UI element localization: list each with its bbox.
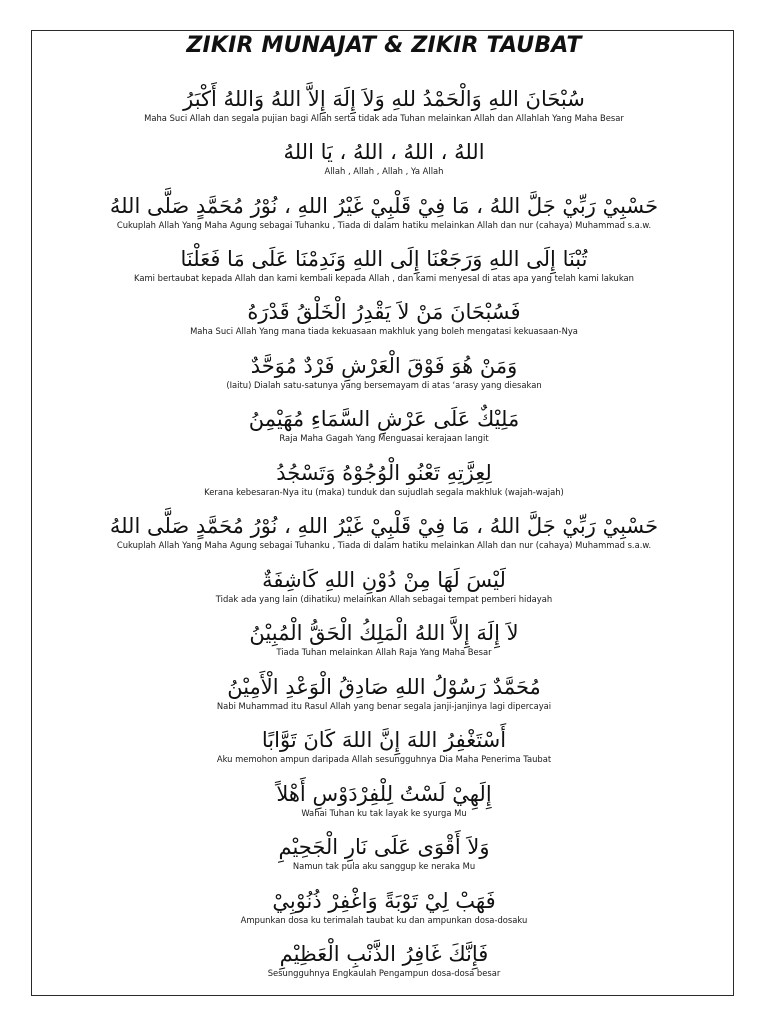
- verse-item: [40, 618, 728, 658]
- verse-arabic: فَهَبْ لِيْ تَوْبَةً وَاغْفِرْ ذُنُوْبِيْ: [272, 889, 496, 913]
- verse-item: [40, 297, 728, 337]
- verse-translation: Allah , Allah , Allah , Ya Allah: [324, 166, 444, 176]
- verse-arabic: فَسُبْحَانَ مَنْ لاَ يَقْدِرُ الْخَلْقُ قَدْرَهُ: [247, 300, 521, 324]
- verse-translation: Tiada Tuhan melainkan Allah Raja Yang Maha Besar: [276, 647, 492, 657]
- verse-arabic: حَسْبِيْ رَبِّيْ جَلَّ اللهُ ، مَا فِيْ قَلْبِيْ غَيْرُ اللهِ ، نُوْرُ مُحَمَّدٍ صَلَّى اللهُ: [109, 194, 659, 218]
- verse-item: [40, 886, 728, 926]
- verse-arabic: لِعِزَّتِهِ تَعْنُو الْوُجُوْهُ وَتَسْجُدُ: [276, 461, 492, 485]
- verse-item: [40, 84, 728, 124]
- verse-arabic: وَلاَ أَقْوَى عَلَى نَارِ الْجَحِيْمِ: [278, 835, 490, 859]
- verse-item: [40, 725, 728, 765]
- verse-arabic: تُبْنَا إِلَى اللهِ وَرَجَعْنَا إِلَى اللهِ وَنَدِمْنَا عَلَى مَا فَعَلْنَا: [180, 247, 588, 271]
- verse-item: [40, 351, 728, 391]
- verse-arabic: مُحَمَّدٌ رَسُوْلُ اللهِ صَادِقُ الْوَعْدِ الْأَمِيْنُ: [227, 675, 541, 699]
- verse-arabic: إِلَهِيْ لَسْتُ لِلْفِرْدَوْسِ أَهْلاً: [276, 782, 492, 806]
- verse-translation: Kami bertaubat kepada Allah dan kami kembali kepada Allah , dan kami menyesal di atas apa yang telah kami lakukan: [134, 273, 634, 283]
- verse-item: [40, 672, 728, 712]
- verse-translation: Raja Maha Gagah Yang Menguasai kerajaan langit: [279, 433, 489, 443]
- verse-item: [40, 244, 728, 284]
- verse-translation: Namun tak pula aku sanggup ke neraka Mu: [292, 861, 476, 871]
- verse-arabic: اللهُ ، اللهُ ، اللهُ ، يَا اللهُ: [283, 140, 485, 164]
- verse-translation: Ampunkan dosa ku terimalah taubat ku dan ampunkan dosa-dosaku: [240, 915, 528, 925]
- verse-translation: Cukuplah Allah Yang Maha Agung sebagai Tuhanku , Tiada di dalam hatiku melainkan Allah dan nur (cahaya) Muhammad s.a.w.: [116, 540, 652, 550]
- verse-translation: Kerana kebesaran-Nya itu (maka) tunduk dan sujudlah segala makhluk (wajah-wajah): [204, 487, 564, 497]
- verse-arabic: لَيْسَ لَهَا مِنْ دُوْنِ اللهِ كَاشِفَةٌ: [262, 568, 506, 592]
- verse-translation: Maha Suci Allah dan segala pujian bagi Allah serta tidak ada Tuhan melainkan Allah dan Allahlah Yang Maha Besar: [144, 113, 624, 123]
- verse-translation: Aku memohon ampun daripada Allah sesungguhnya Dia Maha Penerima Taubat: [216, 754, 552, 764]
- verse-arabic: فَإِنَّكَ غَافِرُ الذَّنْبِ الْعَظِيْمِ: [279, 942, 489, 966]
- page-title: ZIKIR MUNAJAT & ZIKIR TAUBAT: [186, 33, 582, 58]
- verse-translation: Sesungguhnya Engkaulah Pengampun dosa-dosa besar: [267, 968, 501, 978]
- verse-item: [40, 939, 728, 979]
- verse-item: [40, 779, 728, 819]
- verse-item: [40, 832, 728, 872]
- verse-translation: Tidak ada yang lain (dihatiku) melainkan Allah sebagai tempat pemberi hidayah: [215, 594, 553, 604]
- verse-translation: Wahai Tuhan ku tak layak ke syurga Mu: [301, 808, 467, 818]
- verse-arabic: لاَ إِلَهَ إِلاَّ اللهُ الْمَلِكُ الْحَقُّ الْمُبِيْنُ: [249, 621, 519, 645]
- verse-translation: (Iaitu) Dialah satu-satunya yang bersemayam di atas ‘arasy yang diesakan: [226, 380, 542, 390]
- verse-arabic: أَسْتَغْفِرُ اللهَ إِنَّ اللهَ كَانَ تَوَّابًا: [261, 728, 507, 752]
- verse-item: [40, 511, 728, 551]
- verse-item: [40, 137, 728, 177]
- verse-arabic: وَمَنْ هُوَ فَوْقَ الْعَرْشِ فَرْدٌ مُوَحَّدٌ: [250, 354, 518, 378]
- verse-item: [40, 458, 728, 498]
- verse-item: [40, 191, 728, 231]
- verse-arabic: مَلِيْكٌ عَلَى عَرْشِ السَّمَاءِ مُهَيْمِنُ: [248, 407, 520, 431]
- verse-arabic: سُبْحَانَ اللهِ وَالْحَمْدُ للهِ وَلاَ إِلَهَ إِلاَّ اللهُ وَاللهُ أَكْبَرُ: [183, 87, 585, 111]
- verse-item: [40, 404, 728, 444]
- verse-translation: Nabi Muhammad itu Rasul Allah yang benar segala janji-janjinya lagi dipercayai: [216, 701, 552, 711]
- verse-translation: Cukuplah Allah Yang Maha Agung sebagai Tuhanku , Tiada di dalam hatiku melainkan Allah dan nur (cahaya) Muhammad s.a.w.: [116, 220, 652, 230]
- verse-arabic: حَسْبِيْ رَبِّيْ جَلَّ اللهُ ، مَا فِيْ قَلْبِيْ غَيْرُ اللهِ ، نُوْرُ مُحَمَّدٍ صَلَّى اللهُ: [109, 514, 659, 538]
- verse-translation: Maha Suci Allah Yang mana tiada kekuasaan makhluk yang boleh mengatasi kekuasaan-Nya: [190, 326, 578, 336]
- verse-item: [40, 565, 728, 605]
